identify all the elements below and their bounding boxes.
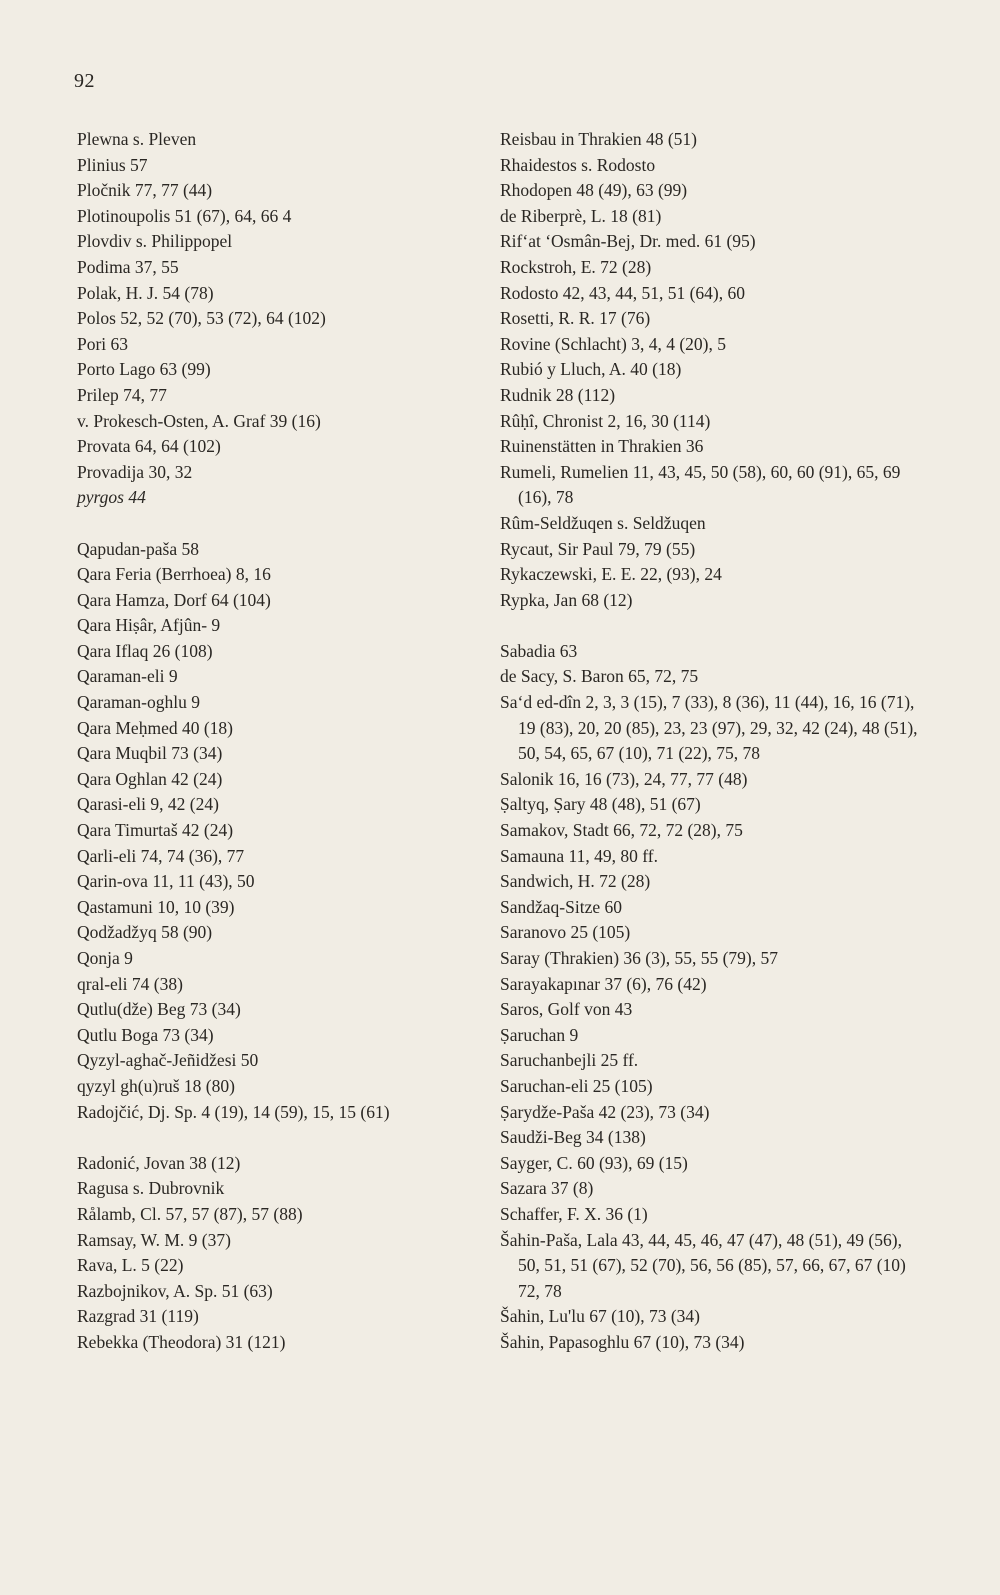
index-entry: de Riberprè, L. 18 (81) bbox=[500, 205, 662, 226]
index-entry: Sarayakapınar 37 (6), 76 (42) bbox=[500, 973, 707, 994]
index-entry: Rûḥî, Chronist 2, 16, 30 (114) bbox=[500, 410, 711, 431]
index-entry: Ṣaruchan 9 bbox=[500, 1024, 579, 1045]
index-entry: Saray (Thrakien) 36 (3), 55, 55 (79), 57 bbox=[500, 948, 778, 968]
index-entry: Rykaczewski, E. E. 22, (93), 24 bbox=[500, 564, 722, 585]
index-entry: Provadija 30, 32 bbox=[77, 461, 193, 482]
index-entry: Šahin, Lu'lu 67 (10), 73 (34) bbox=[500, 1306, 701, 1327]
index-entry: Salonik 16, 16 (73), 24, 77, 77 (48) bbox=[500, 768, 748, 789]
index-entry: Qodžadžyq 58 (90) bbox=[77, 922, 213, 943]
index-group-q bbox=[77, 537, 477, 1126]
index-entry: Rif‘at ‘Osmân-Bej, Dr. med. 61 (95) bbox=[500, 231, 756, 252]
index-column-left bbox=[77, 127, 477, 1356]
index-entry: Rypka, Jan 68 (12) bbox=[500, 589, 633, 610]
index-entry: Pori 63 bbox=[77, 333, 129, 354]
index-entry: Sazara 37 (8) bbox=[500, 1178, 594, 1199]
index-group-ra bbox=[77, 1151, 477, 1356]
index-entry: Qara Timurtaš 42 (24) bbox=[77, 820, 234, 841]
index-entry: Saruchanbejli 25 ff. bbox=[500, 1050, 639, 1071]
index-entry: Prilep 74, 77 bbox=[77, 384, 167, 405]
index-entry: Qara Muqbil 73 (34) bbox=[77, 743, 223, 764]
index-entry: Samauna 11, 49, 80 ff. bbox=[500, 845, 658, 866]
index-entry: Šahin, Papasoghlu 67 (10), 73 (34) bbox=[500, 1331, 745, 1352]
index-entry: Samakov, Stadt 66, 72, 72 (28), 75 bbox=[500, 820, 743, 841]
index-entry: Šahin-Paša, Lala 43, 44, 45, 46, 47 (47), 48 (51), 49 (56), 50, 51, 51 (67), 52 (70), 56, 56 (85), 57, 66, 67, 67 (10) 72, 78 bbox=[500, 1229, 906, 1301]
index-entry: Plewna s. Pleven bbox=[77, 129, 197, 149]
index-entry: Sabadia 63 bbox=[500, 640, 578, 661]
index-entry: Qapudan-paša 58 bbox=[77, 538, 199, 559]
index-entry: Sayger, C. 60 (93), 69 (15) bbox=[500, 1152, 688, 1173]
index-entry: Sandžaq-Sitze 60 bbox=[500, 896, 622, 917]
index-entry: Polak, H. J. 54 (78) bbox=[77, 282, 214, 303]
index-entry: Rovine (Schlacht) 3, 4, 4 (20), 5 bbox=[500, 333, 726, 354]
index-entry: Porto Lago 63 (99) bbox=[77, 359, 211, 380]
index-entry: Radonić, Jovan 38 (12) bbox=[77, 1152, 241, 1173]
index-entry: Rhodopen 48 (49), 63 (99) bbox=[500, 180, 688, 201]
index-entry: Qara Hiṣâr, Afjûn- 9 bbox=[77, 615, 221, 636]
index-entry: Qara Feria (Berrhoea) 8, 16 bbox=[77, 564, 271, 585]
index-entry: Plotinoupolis 51 (67), 64, 66 4 bbox=[77, 205, 292, 226]
index-entry: Razgrad 31 (119) bbox=[77, 1306, 199, 1327]
index-entry: Qarasi-eli 9, 42 (24) bbox=[77, 794, 219, 815]
index-entry: Qastamuni 10, 10 (39) bbox=[77, 896, 235, 917]
index-entry: Sa‘d ed-dîn 2, 3, 3 (15), 7 (33), 8 (36), 11 (44), 16, 16 (71), 19 (83), 20, 20 (85), 23, 23 (97), 29, 32, 42 (24), 48 (51), 50, 54, 65, 67 (10), 71 (22), 75, 78 bbox=[500, 692, 918, 764]
group-spacer bbox=[77, 511, 477, 537]
index-entry: Ragusa s. Dubrovnik bbox=[77, 1178, 225, 1199]
index-entry: Pločnik 77, 77 (44) bbox=[77, 180, 213, 201]
index-entry: de Sacy, S. Baron 65, 72, 75 bbox=[500, 666, 699, 687]
index-entry: Plovdiv s. Philippopel bbox=[77, 231, 233, 252]
index-entry: Rudnik 28 (112) bbox=[500, 384, 616, 405]
index-entry: qral-eli 74 (38) bbox=[77, 973, 183, 994]
index-entry: qyzyl gh(u)ruš 18 (80) bbox=[77, 1075, 235, 1096]
index-entry: Rockstroh, E. 72 (28) bbox=[500, 256, 652, 277]
index-entry: Ruinenstätten in Thrakien 36 bbox=[500, 436, 704, 457]
index-entry: Qaraman-eli 9 bbox=[77, 666, 178, 687]
group-spacer bbox=[77, 1125, 477, 1151]
index-entry: Saudži-Beg 34 (138) bbox=[500, 1127, 646, 1148]
index-entry: Rycaut, Sir Paul 79, 79 (55) bbox=[500, 538, 696, 559]
index-entry: Provata 64, 64 (102) bbox=[77, 436, 221, 457]
index-entry: Rûm-Seldžuqen s. Seldžuqen bbox=[500, 512, 706, 533]
index-entry: pyrgos 44 bbox=[77, 487, 146, 508]
group-spacer bbox=[500, 613, 920, 639]
index-entry: Qutlu(dže) Beg 73 (34) bbox=[77, 999, 241, 1020]
index-entry: Qaraman-oghlu 9 bbox=[77, 692, 200, 713]
index-entry: Rumeli, Rumelien 11, 43, 45, 50 (58), 60, 60 (91), 65, 69 (16), 78 bbox=[500, 461, 901, 508]
index-entry: Qonja 9 bbox=[77, 948, 133, 968]
index-group-r bbox=[500, 127, 920, 613]
index-entry: Ṣaltyq, Ṣary 48 (48), 51 (67) bbox=[500, 794, 701, 815]
index-group-s bbox=[500, 639, 920, 1356]
index-entry: Reisbau in Thrakien 48 (51) bbox=[500, 129, 697, 149]
index-column-right bbox=[500, 127, 920, 1356]
index-entry: Rodosto 42, 43, 44, 51, 51 (64), 60 bbox=[500, 282, 745, 303]
index-entry: Rålamb, Cl. 57, 57 (87), 57 (88) bbox=[77, 1203, 303, 1224]
index-entry: Saros, Golf von 43 bbox=[500, 999, 633, 1020]
index-entry: Schaffer, F. X. 36 (1) bbox=[500, 1203, 648, 1224]
index-entry: Saruchan-eli 25 (105) bbox=[500, 1075, 653, 1096]
index-entry: Qara Oghlan 42 (24) bbox=[77, 768, 223, 789]
index-entry: Razbojnikov, A. Sp. 51 (63) bbox=[77, 1280, 273, 1301]
index-entry: Ramsay, W. M. 9 (37) bbox=[77, 1229, 231, 1250]
index-entry: Qarli-eli 74, 74 (36), 77 bbox=[77, 845, 245, 866]
index-entry: Rhaidestos s. Rodosto bbox=[500, 154, 656, 175]
index-entry: Rubió y Lluch, A. 40 (18) bbox=[500, 359, 682, 380]
index-entry: Qara Iflaq 26 (108) bbox=[77, 640, 213, 661]
index-entry: Saranovo 25 (105) bbox=[500, 922, 631, 943]
index-entry: Sandwich, H. 72 (28) bbox=[500, 871, 651, 892]
index-entry: Rava, L. 5 (22) bbox=[77, 1255, 184, 1276]
index-entry: Rebekka (Theodora) 31 (121) bbox=[77, 1331, 286, 1352]
index-entry: Rosetti, R. R. 17 (76) bbox=[500, 308, 651, 329]
index-entry: v. Prokesch-Osten, A. Graf 39 (16) bbox=[77, 410, 321, 431]
index-entry: Radojčić, Dj. Sp. 4 (19), 14 (59), 15, 15 (61) bbox=[77, 1101, 390, 1122]
index-entry: Podima 37, 55 bbox=[77, 256, 179, 277]
index-entry: Polos 52, 52 (70), 53 (72), 64 (102) bbox=[77, 308, 326, 329]
index-entry: Plinius 57 bbox=[77, 154, 148, 175]
index-group-p bbox=[77, 127, 477, 511]
index-entry: Ṣarydže-Paša 42 (23), 73 (34) bbox=[500, 1101, 710, 1122]
index-entry: Qara Hamza, Dorf 64 (104) bbox=[77, 589, 271, 610]
index-entry: Qyzyl-aghač-Jeñidžesi 50 bbox=[77, 1050, 259, 1071]
index-entry: Qarin-ova 11, 11 (43), 50 bbox=[77, 871, 255, 892]
index-entry: Qutlu Boga 73 (34) bbox=[77, 1024, 214, 1045]
index-entry: Qara Meḥmed 40 (18) bbox=[77, 717, 233, 738]
page-number: 92 bbox=[74, 70, 95, 92]
